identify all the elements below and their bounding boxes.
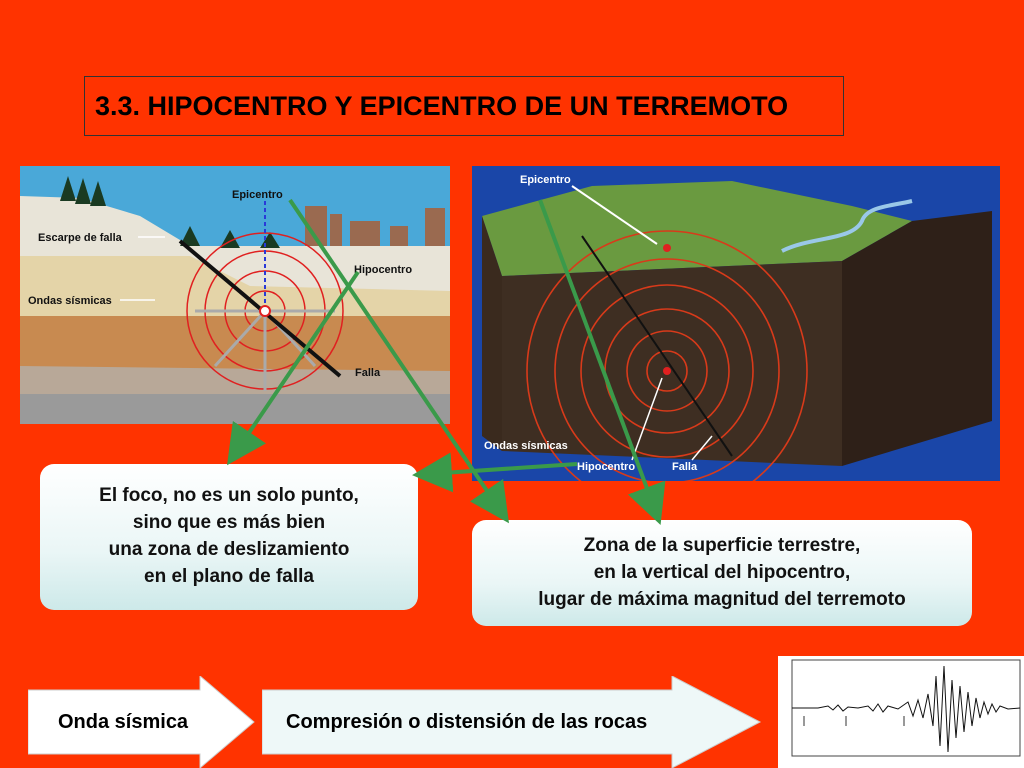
callout-hipocentro [40,464,418,610]
callout-right-line-1: Zona de la superficie terrestre, [583,535,861,556]
callout-right-line-3: lugar de máxima magnitud del terremoto [538,589,906,610]
label-hipocentro-left: Hipocentro [354,264,413,276]
callout-left-line-1: El foco, no es un solo punto, [99,485,359,506]
earthquake-block-diagram [472,166,1000,481]
slide-title-text: 3.3. HIPOCENTRO Y EPICENTRO DE UN TERREMOTO [95,90,789,121]
arrow-onda-label: Onda sísmica [58,711,189,733]
callout-epicentro [472,520,972,626]
seismogram-image [778,656,1024,768]
callout-left-line-2: sino que es más bien [132,512,326,533]
callout-left-line-4: en el plano de falla [144,566,314,587]
label-ondas-left: Ondas sísmicas [28,295,112,307]
fault-cross-section-diagram [20,166,450,424]
label-hipocentro-right: Hipocentro [577,461,636,473]
label-escarpe-left: Escarpe de falla [38,232,122,244]
label-epicentro-left: Epicentro [232,189,283,201]
callout-right-line-2: en la vertical del hipocentro, [593,562,851,583]
label-falla-right: Falla [672,461,698,473]
label-falla-left: Falla [355,367,381,379]
arrow-compresion-label: Compresión o distensión de las rocas [286,711,648,733]
callout-left-line-3: una zona de deslizamiento [108,539,350,560]
label-epicentro-right: Epicentro [520,174,571,186]
slide-title [84,76,844,136]
label-ondas-right: Ondas sísmicas [484,440,568,452]
